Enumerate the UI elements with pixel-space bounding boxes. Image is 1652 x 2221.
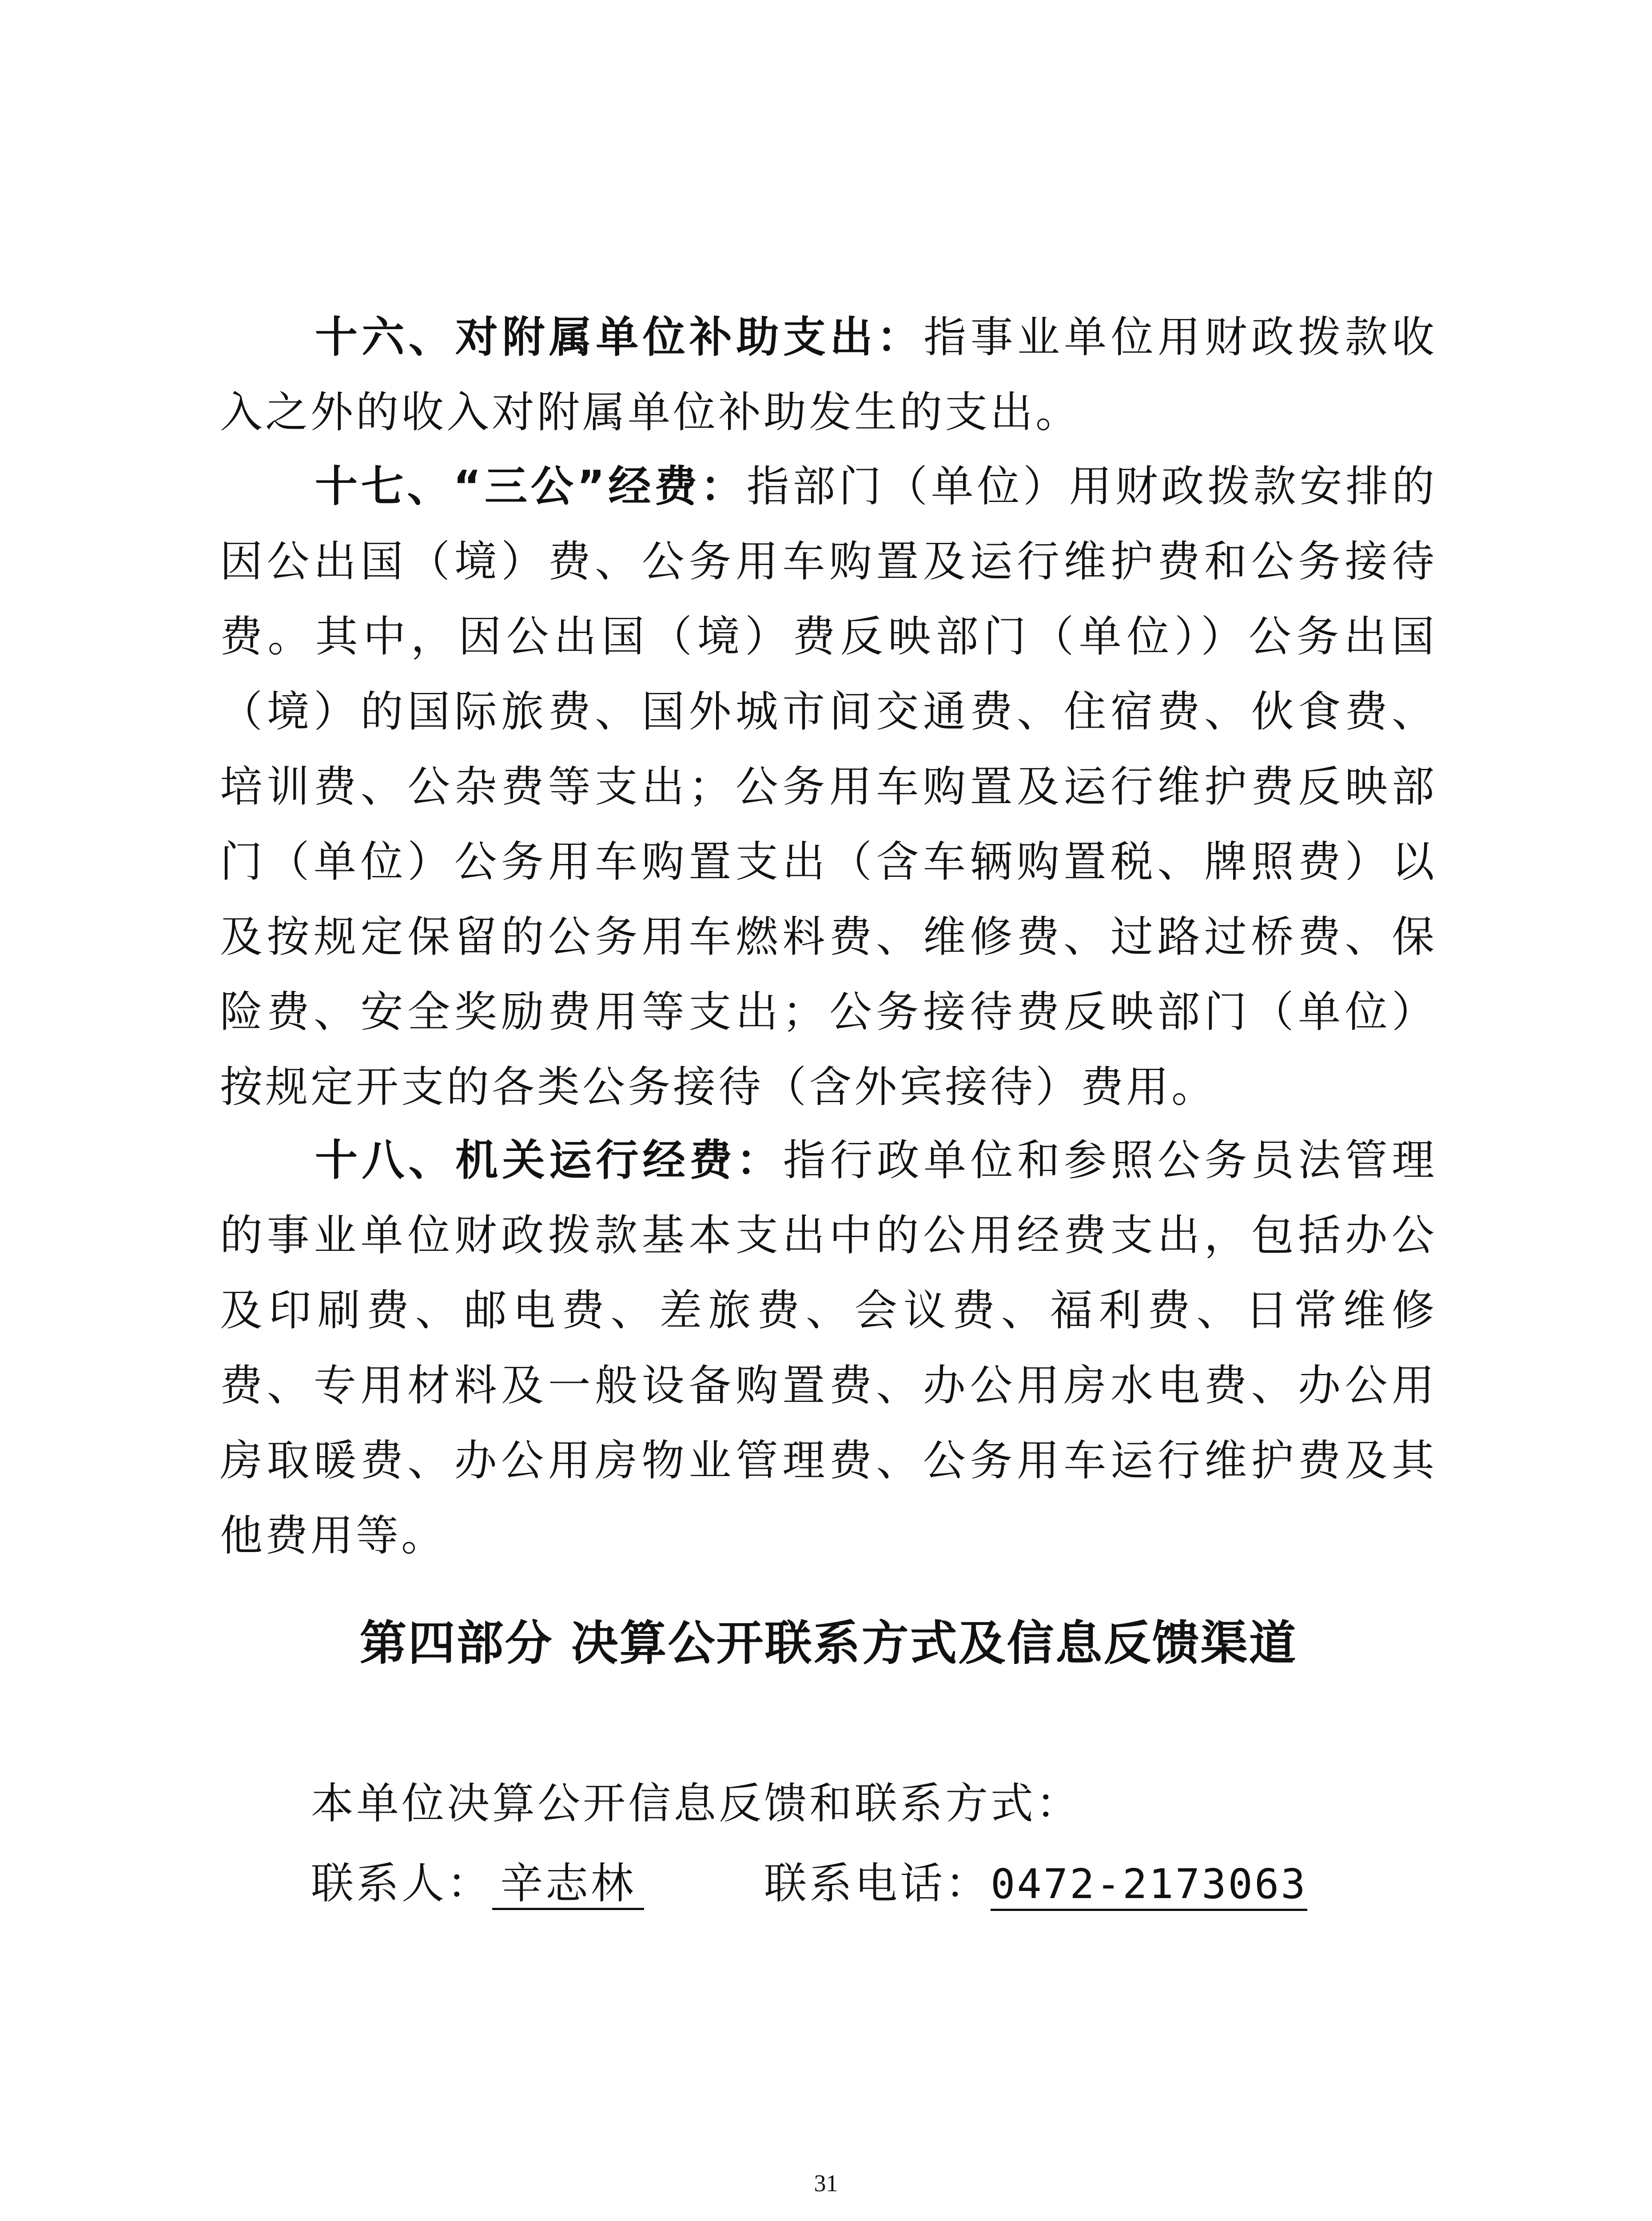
contact-person-label: 联系人：	[311, 1859, 492, 1908]
paragraph-17	[220, 449, 1437, 1125]
section-16	[220, 300, 1437, 450]
contact-intro: 本单位决算公开信息反馈和联系方式：	[311, 1779, 1081, 1828]
paragraph-18	[220, 1123, 1437, 1573]
term-17-heading: 十七、“三公”经费：	[315, 462, 747, 511]
section-17	[220, 449, 1437, 1125]
contact-line	[311, 1852, 1307, 1915]
part-four-heading: 第四部分 决算公开联系方式及信息反馈渠道	[359, 1616, 1298, 1671]
term-17-definition: 指部门（单位）用财政拨款安排的因公出国（境）费、公务用车购置及运行维护费和公务接待费。其中，因公出国（境）费反映部门（单位））公务出国（境）的国际旅费、国外城市间交通费、住宿费、伙食费、培训费、公杂费等支出；公务用车购置及运行维护费反映部门（单位）公务用车购置支出（含车辆购置税、牌照费）以及按规定保留的公务用车燃料费、维修费、过路过桥费、保险费、安全奖励费用等支出；公务接待费反映部门（单位）按规定开支的各类公务接待（含外宾接待）费用。	[220, 462, 1437, 1112]
term-18-heading: 十八、机关运行经费：	[315, 1135, 783, 1185]
contact-phone-label: 联系电话：	[764, 1859, 991, 1908]
contact-person-value: 辛志林	[492, 1859, 644, 1910]
term-16-heading: 十六、对附属单位补助支出：	[315, 312, 924, 362]
page-number: 31	[814, 2170, 838, 2197]
term-16-definition: 指事业单位用财政拨款收入之外的收入对附属单位补助发生的支出。	[220, 312, 1437, 437]
section-18	[220, 1123, 1437, 1573]
paragraph-16	[220, 300, 1437, 450]
term-18-definition: 指行政单位和参照公务员法管理的事业单位财政拨款基本支出中的公用经费支出，包括办公及印刷费、邮电费、差旅费、会议费、福利费、日常维修费、专用材料及一般设备购置费、办公用房水电费、办公用房取暖费、办公用房物业管理费、公务用车运行维护费及其他费用等。	[220, 1135, 1437, 1560]
contact-phone-value: 0472-2173063	[991, 1860, 1307, 1911]
